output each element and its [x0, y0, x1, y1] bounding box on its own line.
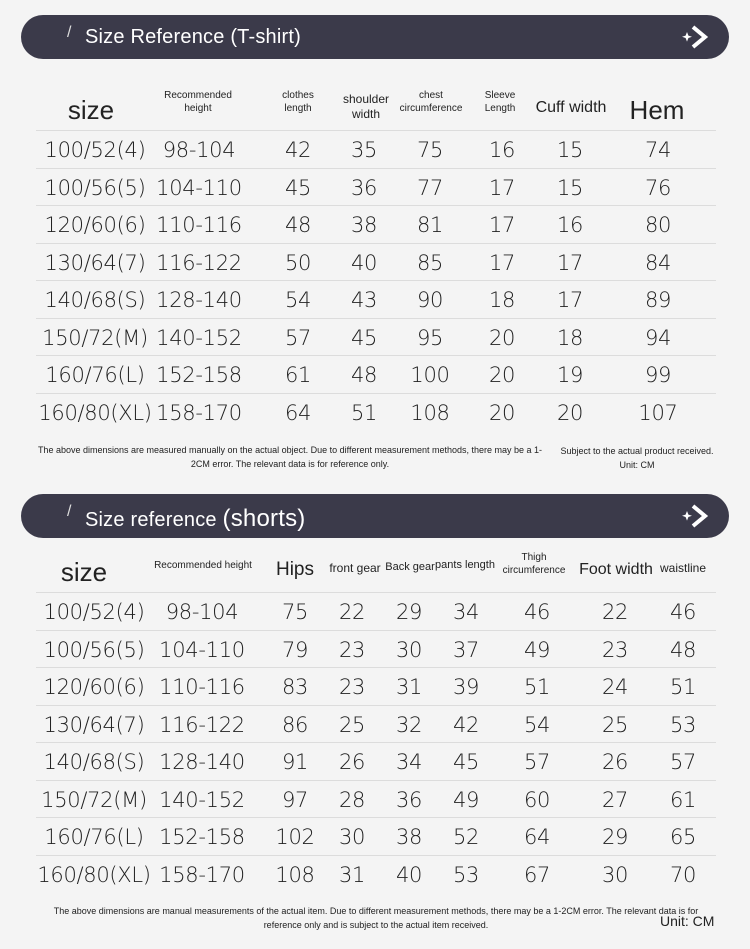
tshirt-banner — [21, 15, 729, 59]
table-cell: 26 — [601, 750, 629, 774]
table-cell: 48 — [669, 637, 697, 662]
shorts-title — [85, 505, 305, 533]
table-cell: 46 — [523, 600, 551, 624]
tshirt-note-right: Subject to the actual product received. Unit: CM — [560, 446, 714, 471]
tshirt-header-clothes-length: clothes length — [282, 90, 314, 114]
table-cell: 35 — [350, 138, 378, 162]
shorts-title-prefix: Size reference — [85, 509, 217, 531]
table-cell: 45 — [452, 750, 480, 774]
table-cell: 77 — [416, 175, 444, 200]
table-cell: 60 — [523, 787, 551, 812]
table-cell: 80 — [644, 213, 672, 237]
banner-slash: / — [67, 24, 72, 41]
table-cell: 49 — [452, 787, 480, 812]
shorts-unit: Unit: CM — [660, 913, 715, 929]
table-cell: 102 — [275, 825, 315, 849]
shorts-header — [36, 548, 716, 592]
table-cell: 18 — [488, 288, 516, 312]
table-cell: 34 — [395, 750, 423, 774]
table-cell: 40 — [350, 250, 378, 275]
table-cell: 17 — [488, 175, 516, 200]
table-cell: 110-116 — [156, 213, 242, 237]
table-cell: 26 — [338, 750, 366, 774]
table-cell: 28 — [338, 787, 366, 812]
table-cell: 116-122 — [156, 250, 242, 275]
table-cell: 104-110 — [156, 175, 242, 200]
shorts-header-foot-width: Foot width — [579, 561, 653, 578]
table-cell: 99 — [644, 363, 672, 387]
table-cell: 30 — [338, 825, 366, 849]
table-cell: 79 — [281, 637, 309, 662]
table-cell: 23 — [601, 637, 629, 662]
table-cell: 45 — [284, 175, 312, 200]
table-cell: 53 — [452, 862, 480, 887]
table-cell: 17 — [556, 250, 584, 275]
banner-slash: / — [67, 503, 72, 520]
table-cell: 19 — [556, 363, 584, 387]
table-cell: 76 — [644, 175, 672, 200]
table-cell: 97 — [281, 787, 309, 812]
table-cell: 38 — [395, 825, 423, 849]
tshirt-header — [36, 86, 716, 130]
table-cell: 57 — [523, 750, 551, 774]
table-cell: 22 — [601, 600, 629, 624]
table-cell: 17 — [488, 250, 516, 275]
table-cell: 18 — [556, 325, 584, 350]
table-cell: 84 — [644, 250, 672, 275]
table-cell: 30 — [601, 862, 629, 887]
table-cell: 51 — [350, 400, 378, 425]
table-row — [36, 667, 716, 705]
table-cell: 160/76(L) — [44, 825, 144, 849]
arrow-star-icon — [681, 24, 711, 50]
table-cell: 42 — [284, 138, 312, 162]
table-cell: 40 — [395, 862, 423, 887]
table-cell: 57 — [669, 750, 697, 774]
table-cell: 86 — [281, 712, 309, 737]
shorts-title-suffix: (shorts) — [222, 505, 306, 532]
table-cell: 46 — [669, 600, 697, 624]
shorts-header-hips: Hips — [275, 559, 315, 580]
table-cell: 61 — [284, 363, 312, 387]
table-cell: 65 — [669, 825, 697, 849]
table-cell: 152-158 — [159, 825, 245, 849]
table-cell: 90 — [416, 288, 444, 312]
table-cell: 51 — [523, 675, 551, 699]
table-cell: 23 — [338, 675, 366, 699]
table-cell: 140-152 — [156, 325, 242, 350]
table-cell: 83 — [281, 675, 309, 699]
table-cell: 38 — [350, 213, 378, 237]
table-cell: 100/56(5) — [44, 175, 146, 200]
table-cell: 24 — [601, 675, 629, 699]
table-cell: 17 — [488, 213, 516, 237]
table-cell: 85 — [416, 250, 444, 275]
table-cell: 140-152 — [159, 787, 245, 812]
table-cell: 20 — [556, 400, 584, 425]
tshirt-header-height: Recommended height — [164, 90, 232, 114]
table-cell: 27 — [601, 787, 629, 812]
shorts-table — [36, 592, 716, 892]
table-cell: 120/60(6) — [44, 213, 146, 237]
table-cell: 36 — [395, 787, 423, 812]
table-cell: 100/52(4) — [44, 138, 146, 162]
table-cell: 30 — [395, 637, 423, 662]
table-cell: 108 — [410, 400, 450, 425]
shorts-header-thigh: Thigh circumference — [502, 552, 566, 576]
tshirt-title-prefix: Size Reference — [85, 26, 225, 48]
table-row — [36, 705, 716, 743]
table-cell: 17 — [556, 288, 584, 312]
table-cell: 130/64(7) — [43, 712, 145, 737]
table-cell: 48 — [284, 213, 312, 237]
table-cell: 39 — [452, 675, 480, 699]
table-cell: 37 — [452, 637, 480, 662]
table-cell: 67 — [523, 862, 551, 887]
table-cell: 158-170 — [156, 400, 242, 425]
table-row — [36, 243, 716, 281]
table-cell: 25 — [601, 712, 629, 737]
table-cell: 54 — [523, 712, 551, 737]
table-row — [36, 130, 716, 168]
arrow-star-icon — [681, 503, 711, 529]
table-cell: 75 — [416, 138, 444, 162]
table-cell: 20 — [488, 325, 516, 350]
table-cell: 108 — [275, 862, 315, 887]
table-cell: 74 — [644, 138, 672, 162]
table-cell: 150/72(M) — [41, 787, 147, 812]
table-cell: 91 — [281, 750, 309, 774]
table-row — [36, 168, 716, 206]
table-cell: 61 — [669, 787, 697, 812]
table-cell: 16 — [488, 138, 516, 162]
table-cell: 140/68(S) — [44, 288, 146, 312]
table-cell: 140/68(S) — [43, 750, 145, 774]
shorts-note: The above dimensions are manual measurements of the actual item. Due to different measurement methods, there may be a 1-2CM error. The relevant data is for reference only and is subject to the actual item received. — [53, 906, 699, 931]
tshirt-header-size: size — [67, 95, 115, 125]
tshirt-header-hem: Hem — [629, 95, 685, 125]
table-row — [36, 280, 716, 318]
table-cell: 98-104 — [162, 138, 236, 162]
table-cell: 54 — [284, 288, 312, 312]
tshirt-header-cuff: Cuff width — [535, 99, 607, 116]
table-cell: 48 — [350, 363, 378, 387]
table-cell: 52 — [452, 825, 480, 849]
table-cell: 22 — [338, 600, 366, 624]
table-cell: 49 — [523, 637, 551, 662]
shorts-header-waistline: waistline — [659, 561, 707, 575]
table-row — [36, 355, 716, 393]
table-row — [36, 393, 716, 431]
table-cell: 128-140 — [159, 750, 245, 774]
shorts-header-pants-length: pants length — [435, 559, 495, 571]
table-cell: 160/80(XL) — [38, 400, 152, 425]
table-cell: 15 — [556, 175, 584, 200]
table-cell: 98-104 — [165, 600, 239, 624]
table-cell: 152-158 — [156, 363, 242, 387]
table-cell: 15 — [556, 138, 584, 162]
table-cell: 107 — [638, 400, 678, 425]
table-cell: 31 — [338, 862, 366, 887]
table-row — [36, 817, 716, 855]
table-cell: 25 — [338, 712, 366, 737]
shorts-header-back-gear: Back gear — [385, 561, 435, 573]
table-cell: 50 — [284, 250, 312, 275]
table-row — [36, 630, 716, 668]
shorts-header-height: Recommended height — [154, 560, 252, 571]
table-cell: 81 — [416, 213, 444, 237]
table-cell: 89 — [644, 288, 672, 312]
tshirt-header-chest: chest circumference — [399, 90, 463, 114]
table-cell: 100/52(4) — [43, 600, 145, 624]
table-cell: 53 — [669, 712, 697, 737]
table-cell: 32 — [395, 712, 423, 737]
table-cell: 36 — [350, 175, 378, 200]
table-cell: 20 — [488, 363, 516, 387]
shorts-header-front-gear: front gear — [329, 561, 381, 575]
table-cell: 100 — [410, 363, 450, 387]
tshirt-title-suffix: (T-shirt) — [230, 26, 301, 48]
table-cell: 94 — [644, 325, 672, 350]
table-cell: 120/60(6) — [43, 675, 145, 699]
table-row — [36, 318, 716, 356]
shorts-banner — [21, 494, 729, 538]
table-cell: 75 — [281, 600, 309, 624]
table-cell: 34 — [452, 600, 480, 624]
table-row — [36, 592, 716, 630]
table-cell: 31 — [395, 675, 423, 699]
table-cell: 70 — [669, 862, 697, 887]
table-cell: 160/80(XL) — [37, 862, 151, 887]
table-cell: 23 — [338, 637, 366, 662]
table-row — [36, 742, 716, 780]
table-cell: 51 — [669, 675, 697, 699]
table-cell: 158-170 — [159, 862, 245, 887]
table-cell: 110-116 — [159, 675, 245, 699]
tshirt-note: The above dimensions are measured manually on the actual object. Due to different measurement methods, there may be a 1-2CM error. The relevant data is for reference only. — [37, 445, 543, 470]
table-row — [36, 855, 716, 893]
table-cell: 128-140 — [156, 288, 242, 312]
table-cell: 95 — [416, 325, 444, 350]
table-cell: 104-110 — [159, 637, 245, 662]
table-cell: 43 — [350, 288, 378, 312]
table-row — [36, 205, 716, 243]
table-cell: 64 — [284, 400, 312, 425]
table-cell: 150/72(M) — [42, 325, 148, 350]
table-cell: 20 — [488, 400, 516, 425]
tshirt-header-sleeve: Sleeve Length — [484, 90, 516, 114]
table-cell: 130/64(7) — [44, 250, 146, 275]
table-cell: 160/76(L) — [45, 363, 145, 387]
table-cell: 100/56(5) — [43, 637, 145, 662]
table-cell: 42 — [452, 712, 480, 737]
tshirt-table — [36, 130, 716, 430]
shorts-header-size: size — [60, 557, 108, 587]
table-cell: 29 — [395, 600, 423, 624]
table-cell: 116-122 — [159, 712, 245, 737]
tshirt-title — [85, 26, 301, 49]
table-cell: 45 — [350, 325, 378, 350]
table-cell: 57 — [284, 325, 312, 350]
table-row — [36, 780, 716, 818]
table-cell: 64 — [523, 825, 551, 849]
table-cell: 16 — [556, 213, 584, 237]
table-cell: 29 — [601, 825, 629, 849]
tshirt-header-shoulder: shoulder width — [342, 92, 390, 121]
